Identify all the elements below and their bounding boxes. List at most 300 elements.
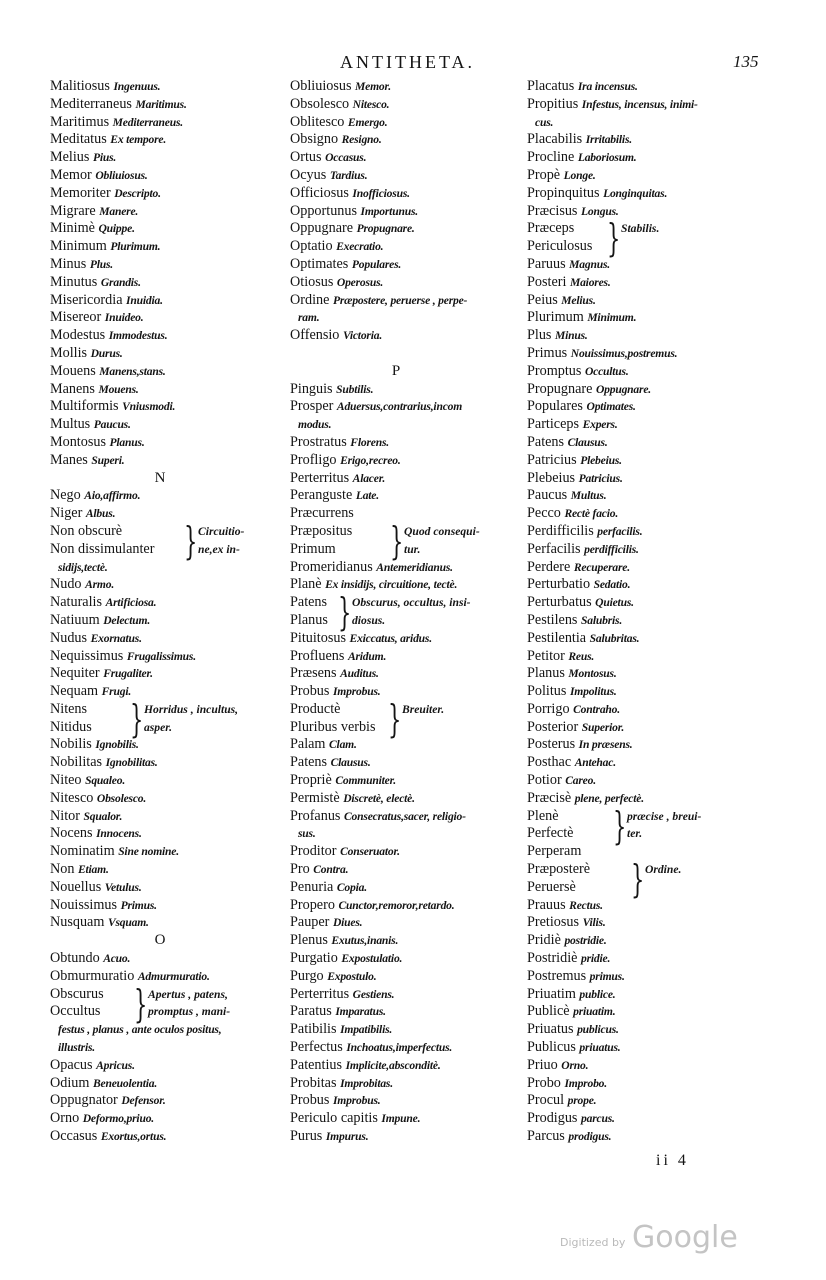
entry-line <box>527 1110 777 1128</box>
entry-line <box>50 78 290 96</box>
antonym: Sine nomine. <box>118 845 179 859</box>
headword: Nocens <box>50 825 93 842</box>
curly-brace: } <box>607 216 621 261</box>
antonym: Contraho. <box>573 702 620 716</box>
antonym: Vilis. <box>582 916 606 930</box>
column-2 <box>290 78 522 1146</box>
antonym: Deformo,priuo. <box>82 1112 154 1126</box>
entry-line <box>50 149 290 167</box>
antonym: Conseruator. <box>340 845 400 859</box>
entry-line <box>290 897 522 915</box>
antonym: Inuideo. <box>104 311 144 325</box>
entry-line <box>527 630 777 648</box>
headword: Maritimus <box>50 113 110 130</box>
group-antonym: Quod consequi- <box>404 524 480 538</box>
headword: Melius <box>50 149 90 166</box>
entry-line <box>50 630 290 648</box>
antonym: pridie. <box>581 952 611 966</box>
antonym: Præpostere, peruerse , perpe- <box>332 293 468 307</box>
headword: Porrigo <box>527 700 570 717</box>
headword: Præceps <box>527 220 575 237</box>
antonym: Mediterraneus. <box>112 115 183 129</box>
section-letter: N <box>154 469 166 486</box>
antonym: Descripto. <box>114 186 161 200</box>
antonym: Obliuiosus. <box>95 168 148 182</box>
entry-line <box>50 434 290 452</box>
antonym: Careo. <box>565 774 596 788</box>
entry-line <box>527 487 777 505</box>
entry-line <box>290 327 522 345</box>
antonym: Antemeridianus. <box>376 560 453 574</box>
antonym: Vniusmodi. <box>122 400 176 414</box>
antonym: Longinquitas. <box>603 186 668 200</box>
antonym: Clausus. <box>330 756 371 770</box>
antonym: Frugaliter. <box>103 667 153 681</box>
entry-line <box>527 594 777 612</box>
headword: Nequiter <box>50 665 100 682</box>
headword: Pridiè <box>527 932 561 949</box>
antonym: Maritimus. <box>135 97 187 111</box>
headword: Nitor <box>50 807 80 824</box>
headword: Occultus <box>50 1003 101 1020</box>
headword: Præposterè <box>527 861 591 878</box>
headword: Probus <box>290 1092 330 1109</box>
headword: Misereor <box>50 309 102 326</box>
entry-line <box>527 736 777 754</box>
headword: Plenus <box>290 932 328 949</box>
headword: Minimè <box>50 220 95 237</box>
antonym: Orno. <box>561 1058 589 1072</box>
antonym: Ingenuus. <box>113 80 161 93</box>
curly-brace: } <box>631 857 645 902</box>
antonym: Emergo. <box>347 115 388 129</box>
entry-line <box>50 1092 290 1110</box>
antonym: Clausus. <box>567 435 608 449</box>
antonym: Quietus. <box>595 596 634 610</box>
headword: Promeridianus <box>290 558 373 575</box>
entry-line <box>290 754 522 772</box>
antonym: Memor. <box>355 80 391 93</box>
headword: Perfacilis <box>527 540 581 557</box>
entry-line <box>290 932 522 950</box>
headword: Periculosus <box>527 238 593 255</box>
antonym: Inuidia. <box>126 293 163 307</box>
entry-line <box>527 1039 777 1057</box>
entry-line <box>290 843 522 861</box>
antonym: Execratio. <box>336 240 384 254</box>
entry-line <box>290 648 522 666</box>
antonym: Recuperare. <box>573 560 630 574</box>
bracketed-group <box>527 216 777 261</box>
group-antonym: Breuiter. <box>402 702 445 716</box>
headword: Patens <box>290 754 328 771</box>
entry-line <box>527 576 777 594</box>
headword: Pecco <box>527 505 561 522</box>
entry-line <box>50 897 290 915</box>
headword: Particeps <box>527 416 580 433</box>
group-antonym: Obscurus, occultus, insi- <box>352 596 471 610</box>
headword: Perfectè <box>527 825 574 842</box>
antonym: Tardius. <box>329 168 368 182</box>
antonym: primus. <box>589 969 625 983</box>
entry-line <box>290 772 522 790</box>
bracketed-group <box>290 590 522 635</box>
headword: Parcus <box>527 1128 565 1145</box>
headword: Paruus <box>527 255 566 272</box>
entry-line <box>50 114 290 132</box>
entry-line <box>290 131 522 149</box>
headword: Plurimum <box>527 309 584 326</box>
antonym: ram. <box>298 311 320 325</box>
entry-line <box>50 772 290 790</box>
headword: Perturbatio <box>527 576 591 593</box>
entry-line <box>527 416 777 434</box>
entry-line <box>527 683 777 701</box>
group-antonym: diosus. <box>352 613 386 627</box>
entry-line <box>527 612 777 630</box>
entry-line <box>527 541 777 559</box>
entry-line <box>527 292 777 310</box>
headword: Paratus <box>290 1003 332 1020</box>
entry-line <box>290 220 522 238</box>
entry-line <box>527 897 777 915</box>
antonym: Squalor. <box>83 809 123 823</box>
headword: Purus <box>290 1128 323 1145</box>
entry-line <box>50 665 290 683</box>
antonym: cus. <box>535 115 554 129</box>
antonym: Implicite,absconditè. <box>345 1058 441 1072</box>
headword: Non obscurè <box>50 522 123 539</box>
antonym: Mouens. <box>98 382 139 396</box>
headword: Ocyus <box>290 166 327 183</box>
antonym: priuatim. <box>573 1005 616 1019</box>
antonym: Ira incensus. <box>577 80 638 93</box>
bracketed-group <box>290 696 522 741</box>
entry-line <box>290 505 522 523</box>
entry-line <box>50 1075 290 1093</box>
entry-line <box>290 950 522 968</box>
bracketed-group <box>50 981 290 1026</box>
headword: Priuatim <box>527 985 576 1002</box>
entry-line <box>290 683 522 701</box>
entry-line <box>50 416 290 434</box>
headword: Orno <box>50 1110 80 1127</box>
entry-line <box>50 185 290 203</box>
entry-line <box>290 914 522 932</box>
entry-line <box>290 434 522 452</box>
curly-brace: } <box>130 696 144 741</box>
curly-brace: } <box>390 518 404 563</box>
group-headwords <box>50 518 290 563</box>
entry-line <box>290 665 522 683</box>
headword: Odium <box>50 1074 90 1091</box>
headword: Procul <box>527 1092 565 1109</box>
watermark-small-text: Digitized by <box>560 1236 626 1249</box>
headword: Opacus <box>50 1056 93 1073</box>
antonym: perfacilis. <box>597 524 643 538</box>
entry-line <box>527 1128 777 1146</box>
headword: Probitas <box>290 1074 337 1091</box>
antonym: Discretè, electè. <box>343 791 415 805</box>
antonym: Occasus. <box>325 151 367 165</box>
antonym: Salubritas. <box>589 631 640 645</box>
entry-line <box>50 256 290 274</box>
antonym: Multus. <box>570 489 607 503</box>
headword: Præsens <box>290 665 337 682</box>
headword: Obsolesco <box>290 95 350 112</box>
headword: Profligo <box>290 451 337 468</box>
entry-line <box>527 559 777 577</box>
antonym: Plebeius. <box>580 453 622 467</box>
antonym: sidijs,tectè. <box>58 560 108 574</box>
antonym: Patricius. <box>578 471 623 485</box>
antonym: Beneuolentia. <box>92 1076 158 1090</box>
antonym: Apricus. <box>96 1058 135 1072</box>
headword: Misericordia <box>50 291 123 308</box>
antonym: Populares. <box>351 257 402 271</box>
antonym: Improbo. <box>564 1076 607 1090</box>
entry-line <box>290 879 522 897</box>
entry-line <box>50 808 290 826</box>
antonym: Minus. <box>555 329 588 343</box>
headword: Perdere <box>527 558 571 575</box>
headword: Potior <box>527 772 562 789</box>
headword: Niger <box>50 505 83 522</box>
headword: Occasus <box>50 1128 98 1145</box>
entry-line <box>50 825 290 843</box>
group-antonym: Apertus , patens, <box>148 987 228 1001</box>
antonym: Impatibilis. <box>340 1023 393 1037</box>
headword: Propero <box>290 896 335 913</box>
antonym: Obsolesco. <box>96 791 147 805</box>
headword: Nudo <box>50 576 82 593</box>
antonym: Communiter. <box>335 774 396 788</box>
antonym: Nitesco. <box>352 97 390 111</box>
headword: Proditor <box>290 843 337 860</box>
headword: Non <box>50 861 75 878</box>
entry-line <box>527 968 777 986</box>
headword: Offensio <box>290 327 340 344</box>
headword: Patentius <box>290 1056 343 1073</box>
antonym: Consecratus,sacer, religio- <box>344 809 466 823</box>
entry-line <box>527 470 777 488</box>
curly-brace: } <box>184 518 198 563</box>
antonym: Impurus. <box>325 1130 369 1144</box>
headword: Patricius <box>527 451 577 468</box>
headword: Minus <box>50 255 87 272</box>
antonym: Impune. <box>381 1112 421 1126</box>
group-antonym: promptus , mani- <box>148 1005 231 1019</box>
entry-line <box>527 274 777 292</box>
headword: Plebeius <box>527 469 576 486</box>
antonym: Rectus. <box>569 898 603 912</box>
headword: Non dissimulanter <box>50 540 155 557</box>
antonym: Occultus. <box>584 364 629 378</box>
entry-line <box>527 754 777 772</box>
headword: Nominatim <box>50 843 115 860</box>
headword: Otiosus <box>290 273 334 290</box>
antonym: Cunctor,remoror,retardo. <box>338 898 455 912</box>
entry-line <box>290 1039 522 1057</box>
entry-line <box>50 363 290 381</box>
headword: Perdifficilis <box>527 522 594 539</box>
headword: Posterior <box>527 718 579 735</box>
antonym: Plurimum. <box>110 240 161 254</box>
headword: Montosus <box>50 433 106 450</box>
entry-line <box>290 78 522 96</box>
curly-brace: } <box>338 590 352 635</box>
headword: Memoriter <box>50 184 111 201</box>
headword: Priuatus <box>527 1021 574 1038</box>
antonym: Immodestus. <box>108 329 168 343</box>
entry-line <box>290 203 522 221</box>
antonym: Grandis. <box>100 275 141 289</box>
antonym: prodigus. <box>568 1130 612 1144</box>
entry-line <box>527 185 777 203</box>
entry-line <box>527 701 777 719</box>
antonym: prope. <box>567 1094 597 1108</box>
entry-line <box>527 950 777 968</box>
headword: Peius <box>527 291 558 308</box>
bracketed-group <box>290 518 522 563</box>
entry-line <box>290 398 522 416</box>
headword: Optatio <box>290 238 333 255</box>
running-title: ANTITHETA. <box>340 52 476 72</box>
entry-line <box>527 149 777 167</box>
antonym: Infestus, incensus, inimi- <box>581 97 698 111</box>
blank-line <box>290 345 522 363</box>
entry-line <box>290 576 522 594</box>
antonym: sus. <box>298 827 316 841</box>
entry-line <box>50 398 290 416</box>
headword: Postremus <box>527 967 587 984</box>
entry-line <box>290 149 522 167</box>
entry-line <box>527 203 777 221</box>
headword: Posthac <box>527 754 572 771</box>
headword: Mouens <box>50 362 96 379</box>
headword: Officiosus <box>290 184 349 201</box>
headword: Meditatus <box>50 131 107 148</box>
page-header <box>0 46 826 76</box>
entry-line <box>50 1110 290 1128</box>
antonym: Exortus,ortus. <box>100 1130 167 1144</box>
antonym: Laboriosum. <box>577 151 637 165</box>
headword: Propriè <box>290 772 332 789</box>
entry-line <box>290 1075 522 1093</box>
group-antonym: Horridus , incultus, <box>144 702 239 716</box>
section-letter: P <box>391 362 401 379</box>
antonym: Expers. <box>582 418 618 432</box>
entry-line <box>50 683 290 701</box>
antonym: Antehac. <box>574 756 616 770</box>
group-antonym: Ordine. <box>645 863 682 877</box>
entry-line <box>290 861 522 879</box>
entry-line <box>50 950 290 968</box>
antonym: Melius. <box>561 293 596 307</box>
entry-line <box>50 648 290 666</box>
headword: Populares <box>527 398 583 415</box>
antonym: Importunus. <box>360 204 418 218</box>
antonym: Contra. <box>313 863 349 877</box>
entry-line <box>50 203 290 221</box>
antonym: Ignobilis. <box>95 738 139 752</box>
entry-line <box>50 754 290 772</box>
antonym: Inchoatus,imperfectus. <box>346 1041 453 1055</box>
entry-line <box>290 167 522 185</box>
antonym: Magnus. <box>569 257 610 271</box>
headword: Nusquam <box>50 914 105 931</box>
antonym: Expostulatio. <box>341 952 403 966</box>
antonym: Minimum. <box>587 311 637 325</box>
antonym: Operosus. <box>336 275 384 289</box>
headword: Patens <box>527 433 565 450</box>
entry-line <box>50 309 290 327</box>
headword: Mollis <box>50 344 88 361</box>
entry-line <box>290 292 522 310</box>
entry-continuation <box>290 309 522 327</box>
headword: Nitesco <box>50 789 94 806</box>
entry-continuation <box>50 1021 290 1039</box>
entry-line <box>290 470 522 488</box>
headword: Procline <box>527 149 575 166</box>
group-antonym: Circuitio- <box>198 524 245 538</box>
antonym: Albus. <box>85 507 116 521</box>
entry-line <box>527 381 777 399</box>
group-antonym: ter. <box>627 827 643 841</box>
headword: Perperam <box>527 843 582 860</box>
entry-line <box>290 736 522 754</box>
entry-line <box>290 238 522 256</box>
antonym: Maiores. <box>569 275 611 289</box>
headword: Obscurus <box>50 985 104 1002</box>
group-antonym: tur. <box>404 542 421 556</box>
entry-line <box>527 719 777 737</box>
entry-line <box>50 968 290 986</box>
antonym: Improbitas. <box>340 1076 393 1090</box>
headword: Optimates <box>290 255 349 272</box>
headword: Probo <box>527 1074 561 1091</box>
antonym: In præsens. <box>578 738 633 752</box>
watermark-logo-text: Google <box>632 1220 738 1255</box>
headword: Promptus <box>527 362 582 379</box>
entry-line <box>527 452 777 470</box>
antonym: Imparatus. <box>335 1005 386 1019</box>
entry-line <box>50 381 290 399</box>
headword: Obtundo <box>50 950 100 967</box>
headword: Perterritus <box>290 985 350 1002</box>
antonym: perdifficilis. <box>584 542 639 556</box>
headword: Nitidus <box>50 718 92 735</box>
headword: Oblitesco <box>290 113 345 130</box>
headword: Manens <box>50 380 95 397</box>
headword: Profanus <box>290 807 341 824</box>
headword: Peranguste <box>290 487 353 504</box>
headword: Publicè <box>527 1003 570 1020</box>
headword: Obliuiosus <box>290 78 352 94</box>
antonym: publice. <box>579 987 616 1001</box>
headword: Obmurmuratio <box>50 967 135 984</box>
signature-mark: ii 4 <box>656 1152 689 1169</box>
headword: Priuo <box>527 1056 558 1073</box>
headword: Nequissimus <box>50 647 124 664</box>
antonym: Aio,affirmo. <box>84 489 141 503</box>
section-letter: O <box>154 932 166 949</box>
entry-line <box>290 1092 522 1110</box>
headword: Permistè <box>290 789 340 806</box>
entry-continuation <box>290 825 522 843</box>
antonym: Salubris. <box>581 613 623 627</box>
curly-brace: } <box>134 981 148 1026</box>
